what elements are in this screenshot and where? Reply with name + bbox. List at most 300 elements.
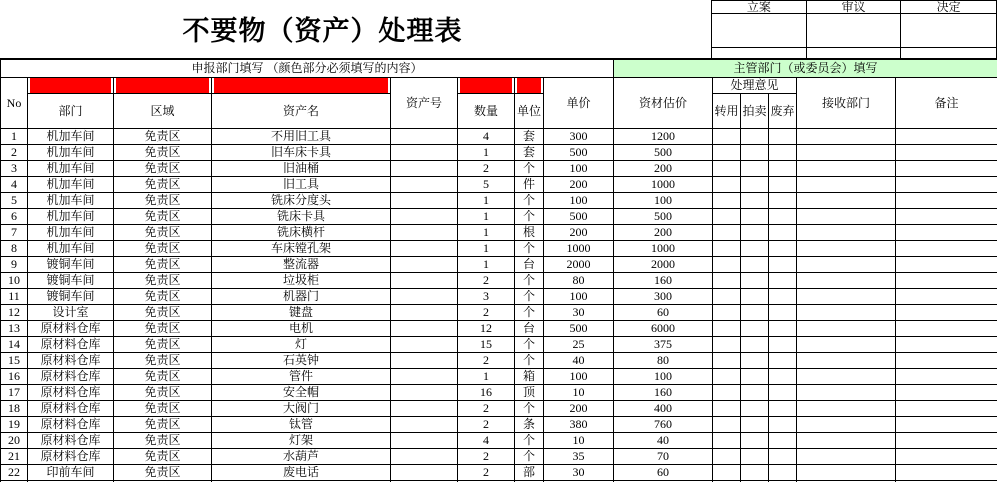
- cell-remarks[interactable]: [896, 209, 997, 225]
- cell-estimated-value[interactable]: 500: [614, 209, 713, 225]
- cell-row-number[interactable]: 4: [1, 177, 28, 193]
- cell-receiving-department[interactable]: [797, 193, 896, 209]
- cell-asset-name[interactable]: 整流器: [212, 257, 391, 273]
- cell-unit-price[interactable]: 25: [544, 337, 614, 353]
- cell-row-number[interactable]: 9: [1, 257, 28, 273]
- cell-department[interactable]: 机加车间: [28, 209, 114, 225]
- cell-asset-no[interactable]: [391, 385, 458, 401]
- cell-asset-no[interactable]: [391, 161, 458, 177]
- cell-unit-price[interactable]: 1000: [544, 241, 614, 257]
- cell-remarks[interactable]: [896, 273, 997, 289]
- cell-discard[interactable]: [769, 321, 797, 337]
- cell-transfer[interactable]: [713, 417, 741, 433]
- cell-discard[interactable]: [769, 209, 797, 225]
- cell-row-number[interactable]: 2: [1, 145, 28, 161]
- cell-discard[interactable]: [769, 305, 797, 321]
- cell-asset-name[interactable]: 旧工具: [212, 177, 391, 193]
- cell-remarks[interactable]: [896, 321, 997, 337]
- cell-remarks[interactable]: [896, 417, 997, 433]
- cell-receiving-department[interactable]: [797, 401, 896, 417]
- cell-receiving-department[interactable]: [797, 417, 896, 433]
- cell-auction[interactable]: [741, 465, 769, 481]
- cell-transfer[interactable]: [713, 321, 741, 337]
- cell-auction[interactable]: [741, 433, 769, 449]
- cell-transfer[interactable]: [713, 289, 741, 305]
- cell-estimated-value[interactable]: 1000: [614, 177, 713, 193]
- cell-row-number[interactable]: 15: [1, 353, 28, 369]
- cell-remarks[interactable]: [896, 161, 997, 177]
- cell-asset-name[interactable]: 大阀门: [212, 401, 391, 417]
- cell-asset-no[interactable]: [391, 289, 458, 305]
- cell-row-number[interactable]: 19: [1, 417, 28, 433]
- cell-remarks[interactable]: [896, 193, 997, 209]
- cell-unit-price[interactable]: 100: [544, 369, 614, 385]
- cell-asset-no[interactable]: [391, 369, 458, 385]
- cell-discard[interactable]: [769, 161, 797, 177]
- cell-unit[interactable]: 个: [515, 289, 544, 305]
- cell-auction[interactable]: [741, 337, 769, 353]
- cell-transfer[interactable]: [713, 433, 741, 449]
- cell-remarks[interactable]: [896, 305, 997, 321]
- cell-auction[interactable]: [741, 353, 769, 369]
- cell-unit[interactable]: 个: [515, 209, 544, 225]
- cell-discard[interactable]: [769, 289, 797, 305]
- cell-discard[interactable]: [769, 417, 797, 433]
- cell-auction[interactable]: [741, 225, 769, 241]
- cell-asset-no[interactable]: [391, 417, 458, 433]
- cell-receiving-department[interactable]: [797, 385, 896, 401]
- cell-transfer[interactable]: [713, 161, 741, 177]
- cell-row-number[interactable]: 17: [1, 385, 28, 401]
- cell-unit[interactable]: 顶: [515, 385, 544, 401]
- cell-unit-price[interactable]: 200: [544, 401, 614, 417]
- cell-estimated-value[interactable]: 375: [614, 337, 713, 353]
- cell-department[interactable]: 镀铜车间: [28, 273, 114, 289]
- cell-transfer[interactable]: [713, 129, 741, 145]
- cell-estimated-value[interactable]: 1200: [614, 129, 713, 145]
- cell-quantity[interactable]: 16: [458, 385, 515, 401]
- cell-unit[interactable]: 台: [515, 321, 544, 337]
- cell-unit[interactable]: 件: [515, 177, 544, 193]
- cell-estimated-value[interactable]: 200: [614, 161, 713, 177]
- cell-receiving-department[interactable]: [797, 353, 896, 369]
- cell-discard[interactable]: [769, 177, 797, 193]
- cell-quantity[interactable]: 1: [458, 145, 515, 161]
- cell-asset-no[interactable]: [391, 177, 458, 193]
- cell-auction[interactable]: [741, 257, 769, 273]
- cell-quantity[interactable]: 2: [458, 161, 515, 177]
- cell-discard[interactable]: [769, 129, 797, 145]
- cell-transfer[interactable]: [713, 465, 741, 481]
- cell-row-number[interactable]: 12: [1, 305, 28, 321]
- cell-receiving-department[interactable]: [797, 145, 896, 161]
- cell-area[interactable]: 免责区: [114, 369, 212, 385]
- cell-unit[interactable]: 套: [515, 129, 544, 145]
- cell-unit[interactable]: 个: [515, 241, 544, 257]
- cell-area[interactable]: 免责区: [114, 209, 212, 225]
- cell-asset-name[interactable]: 钛管: [212, 417, 391, 433]
- decision-stamp-cell[interactable]: [901, 14, 997, 48]
- cell-unit-price[interactable]: 500: [544, 145, 614, 161]
- cell-unit-price[interactable]: 200: [544, 177, 614, 193]
- cell-quantity[interactable]: 1: [458, 209, 515, 225]
- cell-asset-name[interactable]: 废电话: [212, 465, 391, 481]
- cell-estimated-value[interactable]: 760: [614, 417, 713, 433]
- cell-receiving-department[interactable]: [797, 225, 896, 241]
- cell-area[interactable]: 免责区: [114, 257, 212, 273]
- cell-department[interactable]: 原材料仓库: [28, 321, 114, 337]
- cell-unit-price[interactable]: 30: [544, 465, 614, 481]
- cell-discard[interactable]: [769, 225, 797, 241]
- cell-quantity[interactable]: 2: [458, 305, 515, 321]
- cell-unit[interactable]: 个: [515, 193, 544, 209]
- cell-unit[interactable]: 个: [515, 161, 544, 177]
- cell-unit-price[interactable]: 80: [544, 273, 614, 289]
- cell-auction[interactable]: [741, 305, 769, 321]
- cell-department[interactable]: 原材料仓库: [28, 337, 114, 353]
- cell-receiving-department[interactable]: [797, 257, 896, 273]
- cell-asset-name[interactable]: 车床镗孔架: [212, 241, 391, 257]
- cell-department[interactable]: 镀铜车间: [28, 257, 114, 273]
- cell-quantity[interactable]: 4: [458, 433, 515, 449]
- cell-transfer[interactable]: [713, 369, 741, 385]
- cell-department[interactable]: 机加车间: [28, 241, 114, 257]
- cell-auction[interactable]: [741, 401, 769, 417]
- cell-receiving-department[interactable]: [797, 449, 896, 465]
- cell-remarks[interactable]: [896, 145, 997, 161]
- cell-department[interactable]: 机加车间: [28, 193, 114, 209]
- cell-receiving-department[interactable]: [797, 321, 896, 337]
- cell-department[interactable]: 机加车间: [28, 145, 114, 161]
- cell-department[interactable]: 原材料仓库: [28, 369, 114, 385]
- cell-estimated-value[interactable]: 400: [614, 401, 713, 417]
- cell-area[interactable]: 免责区: [114, 225, 212, 241]
- cell-unit-price[interactable]: 500: [544, 209, 614, 225]
- cell-remarks[interactable]: [896, 465, 997, 481]
- cell-receiving-department[interactable]: [797, 129, 896, 145]
- cell-area[interactable]: 免责区: [114, 449, 212, 465]
- cell-area[interactable]: 免责区: [114, 289, 212, 305]
- cell-estimated-value[interactable]: 100: [614, 369, 713, 385]
- cell-discard[interactable]: [769, 145, 797, 161]
- cell-receiving-department[interactable]: [797, 337, 896, 353]
- cell-discard[interactable]: [769, 273, 797, 289]
- cell-area[interactable]: 免责区: [114, 129, 212, 145]
- cell-asset-no[interactable]: [391, 353, 458, 369]
- cell-unit-price[interactable]: 200: [544, 225, 614, 241]
- cell-receiving-department[interactable]: [797, 289, 896, 305]
- cell-remarks[interactable]: [896, 241, 997, 257]
- cell-unit-price[interactable]: 380: [544, 417, 614, 433]
- cell-unit[interactable]: 箱: [515, 369, 544, 385]
- cell-area[interactable]: 免责区: [114, 433, 212, 449]
- cell-unit-price[interactable]: 10: [544, 385, 614, 401]
- cell-unit-price[interactable]: 300: [544, 129, 614, 145]
- review-stamp-cell[interactable]: [807, 14, 902, 48]
- cell-remarks[interactable]: [896, 369, 997, 385]
- cell-remarks[interactable]: [896, 289, 997, 305]
- cell-unit[interactable]: 个: [515, 449, 544, 465]
- cell-quantity[interactable]: 4: [458, 129, 515, 145]
- cell-area[interactable]: 免责区: [114, 417, 212, 433]
- cell-department[interactable]: 机加车间: [28, 161, 114, 177]
- cell-receiving-department[interactable]: [797, 161, 896, 177]
- case-stamp-cell[interactable]: [712, 14, 807, 48]
- cell-asset-name[interactable]: 管件: [212, 369, 391, 385]
- cell-quantity[interactable]: 2: [458, 449, 515, 465]
- cell-receiving-department[interactable]: [797, 177, 896, 193]
- cell-unit[interactable]: 部: [515, 465, 544, 481]
- cell-area[interactable]: 免责区: [114, 305, 212, 321]
- cell-department[interactable]: 原材料仓库: [28, 433, 114, 449]
- cell-department[interactable]: 机加车间: [28, 225, 114, 241]
- cell-row-number[interactable]: 10: [1, 273, 28, 289]
- cell-unit[interactable]: 根: [515, 225, 544, 241]
- cell-asset-name[interactable]: 水葫芦: [212, 449, 391, 465]
- cell-discard[interactable]: [769, 385, 797, 401]
- cell-transfer[interactable]: [713, 337, 741, 353]
- cell-remarks[interactable]: [896, 433, 997, 449]
- cell-quantity[interactable]: 1: [458, 225, 515, 241]
- cell-remarks[interactable]: [896, 401, 997, 417]
- cell-auction[interactable]: [741, 161, 769, 177]
- cell-transfer[interactable]: [713, 273, 741, 289]
- cell-asset-no[interactable]: [391, 241, 458, 257]
- cell-asset-name[interactable]: 灯架: [212, 433, 391, 449]
- cell-asset-name[interactable]: 铣床卡具: [212, 209, 391, 225]
- cell-auction[interactable]: [741, 145, 769, 161]
- cell-receiving-department[interactable]: [797, 369, 896, 385]
- cell-department[interactable]: 原材料仓库: [28, 401, 114, 417]
- cell-department[interactable]: 设计室: [28, 305, 114, 321]
- cell-discard[interactable]: [769, 193, 797, 209]
- cell-asset-no[interactable]: [391, 321, 458, 337]
- cell-area[interactable]: 免责区: [114, 401, 212, 417]
- cell-unit[interactable]: 个: [515, 273, 544, 289]
- cell-quantity[interactable]: 2: [458, 273, 515, 289]
- cell-estimated-value[interactable]: 60: [614, 465, 713, 481]
- cell-transfer[interactable]: [713, 449, 741, 465]
- cell-quantity[interactable]: 2: [458, 417, 515, 433]
- cell-quantity[interactable]: 2: [458, 401, 515, 417]
- cell-unit-price[interactable]: 500: [544, 321, 614, 337]
- cell-area[interactable]: 免责区: [114, 177, 212, 193]
- cell-quantity[interactable]: 2: [458, 465, 515, 481]
- cell-auction[interactable]: [741, 209, 769, 225]
- cell-row-number[interactable]: 16: [1, 369, 28, 385]
- cell-unit[interactable]: 条: [515, 417, 544, 433]
- cell-asset-no[interactable]: [391, 449, 458, 465]
- cell-quantity[interactable]: 3: [458, 289, 515, 305]
- cell-asset-no[interactable]: [391, 337, 458, 353]
- cell-transfer[interactable]: [713, 145, 741, 161]
- cell-asset-no[interactable]: [391, 433, 458, 449]
- cell-auction[interactable]: [741, 369, 769, 385]
- cell-auction[interactable]: [741, 417, 769, 433]
- cell-asset-no[interactable]: [391, 257, 458, 273]
- cell-discard[interactable]: [769, 337, 797, 353]
- cell-auction[interactable]: [741, 129, 769, 145]
- cell-row-number[interactable]: 18: [1, 401, 28, 417]
- cell-row-number[interactable]: 13: [1, 321, 28, 337]
- cell-asset-name[interactable]: 旧车床卡具: [212, 145, 391, 161]
- cell-auction[interactable]: [741, 289, 769, 305]
- cell-asset-name[interactable]: 旧油桶: [212, 161, 391, 177]
- cell-area[interactable]: 免责区: [114, 145, 212, 161]
- cell-quantity[interactable]: 12: [458, 321, 515, 337]
- cell-quantity[interactable]: 1: [458, 257, 515, 273]
- cell-estimated-value[interactable]: 100: [614, 193, 713, 209]
- cell-discard[interactable]: [769, 401, 797, 417]
- cell-remarks[interactable]: [896, 257, 997, 273]
- cell-row-number[interactable]: 5: [1, 193, 28, 209]
- cell-unit[interactable]: 个: [515, 305, 544, 321]
- cell-estimated-value[interactable]: 160: [614, 273, 713, 289]
- cell-row-number[interactable]: 20: [1, 433, 28, 449]
- cell-asset-name[interactable]: 不用旧工具: [212, 129, 391, 145]
- cell-receiving-department[interactable]: [797, 273, 896, 289]
- cell-receiving-department[interactable]: [797, 465, 896, 481]
- cell-unit-price[interactable]: 10: [544, 433, 614, 449]
- cell-asset-name[interactable]: 铣床横杆: [212, 225, 391, 241]
- cell-auction[interactable]: [741, 449, 769, 465]
- cell-asset-no[interactable]: [391, 225, 458, 241]
- cell-asset-no[interactable]: [391, 145, 458, 161]
- cell-unit-price[interactable]: 2000: [544, 257, 614, 273]
- cell-remarks[interactable]: [896, 353, 997, 369]
- cell-area[interactable]: 免责区: [114, 465, 212, 481]
- cell-unit[interactable]: 套: [515, 145, 544, 161]
- cell-area[interactable]: 免责区: [114, 337, 212, 353]
- cell-unit-price[interactable]: 30: [544, 305, 614, 321]
- cell-row-number[interactable]: 3: [1, 161, 28, 177]
- cell-unit[interactable]: 个: [515, 353, 544, 369]
- cell-row-number[interactable]: 14: [1, 337, 28, 353]
- cell-transfer[interactable]: [713, 353, 741, 369]
- cell-asset-name[interactable]: 铣床分度头: [212, 193, 391, 209]
- cell-department[interactable]: 镀铜车间: [28, 289, 114, 305]
- cell-row-number[interactable]: 8: [1, 241, 28, 257]
- cell-department[interactable]: 印前车间: [28, 465, 114, 481]
- cell-unit-price[interactable]: 100: [544, 193, 614, 209]
- cell-quantity[interactable]: 1: [458, 193, 515, 209]
- cell-discard[interactable]: [769, 257, 797, 273]
- cell-transfer[interactable]: [713, 257, 741, 273]
- cell-area[interactable]: 免责区: [114, 385, 212, 401]
- cell-estimated-value[interactable]: 2000: [614, 257, 713, 273]
- cell-unit[interactable]: 个: [515, 337, 544, 353]
- cell-asset-name[interactable]: 灯: [212, 337, 391, 353]
- cell-unit[interactable]: 个: [515, 433, 544, 449]
- cell-quantity[interactable]: 5: [458, 177, 515, 193]
- cell-auction[interactable]: [741, 385, 769, 401]
- cell-row-number[interactable]: 7: [1, 225, 28, 241]
- cell-asset-no[interactable]: [391, 193, 458, 209]
- cell-receiving-department[interactable]: [797, 241, 896, 257]
- cell-unit[interactable]: 个: [515, 401, 544, 417]
- cell-transfer[interactable]: [713, 209, 741, 225]
- cell-unit-price[interactable]: 100: [544, 161, 614, 177]
- cell-estimated-value[interactable]: 160: [614, 385, 713, 401]
- cell-transfer[interactable]: [713, 305, 741, 321]
- cell-asset-name[interactable]: 电机: [212, 321, 391, 337]
- cell-asset-name[interactable]: 键盘: [212, 305, 391, 321]
- cell-remarks[interactable]: [896, 177, 997, 193]
- cell-auction[interactable]: [741, 273, 769, 289]
- cell-discard[interactable]: [769, 433, 797, 449]
- cell-area[interactable]: 免责区: [114, 241, 212, 257]
- cell-asset-name[interactable]: 机器门: [212, 289, 391, 305]
- cell-estimated-value[interactable]: 300: [614, 289, 713, 305]
- cell-area[interactable]: 免责区: [114, 193, 212, 209]
- cell-unit-price[interactable]: 100: [544, 289, 614, 305]
- cell-asset-no[interactable]: [391, 129, 458, 145]
- cell-department[interactable]: 机加车间: [28, 129, 114, 145]
- cell-auction[interactable]: [741, 241, 769, 257]
- cell-auction[interactable]: [741, 193, 769, 209]
- cell-auction[interactable]: [741, 177, 769, 193]
- cell-discard[interactable]: [769, 353, 797, 369]
- cell-department[interactable]: 原材料仓库: [28, 385, 114, 401]
- cell-discard[interactable]: [769, 241, 797, 257]
- cell-asset-no[interactable]: [391, 465, 458, 481]
- cell-estimated-value[interactable]: 80: [614, 353, 713, 369]
- cell-estimated-value[interactable]: 70: [614, 449, 713, 465]
- cell-row-number[interactable]: 6: [1, 209, 28, 225]
- cell-remarks[interactable]: [896, 129, 997, 145]
- cell-area[interactable]: 免责区: [114, 273, 212, 289]
- cell-remarks[interactable]: [896, 225, 997, 241]
- cell-unit-price[interactable]: 35: [544, 449, 614, 465]
- cell-estimated-value[interactable]: 200: [614, 225, 713, 241]
- cell-asset-name[interactable]: 垃圾柜: [212, 273, 391, 289]
- cell-estimated-value[interactable]: 6000: [614, 321, 713, 337]
- cell-discard[interactable]: [769, 465, 797, 481]
- cell-quantity[interactable]: 1: [458, 241, 515, 257]
- cell-transfer[interactable]: [713, 241, 741, 257]
- cell-department[interactable]: 原材料仓库: [28, 353, 114, 369]
- cell-asset-no[interactable]: [391, 305, 458, 321]
- cell-transfer[interactable]: [713, 225, 741, 241]
- cell-row-number[interactable]: 11: [1, 289, 28, 305]
- cell-remarks[interactable]: [896, 449, 997, 465]
- cell-discard[interactable]: [769, 369, 797, 385]
- cell-receiving-department[interactable]: [797, 305, 896, 321]
- cell-asset-name[interactable]: 石英钟: [212, 353, 391, 369]
- cell-unit[interactable]: 台: [515, 257, 544, 273]
- cell-receiving-department[interactable]: [797, 433, 896, 449]
- cell-transfer[interactable]: [713, 193, 741, 209]
- cell-asset-no[interactable]: [391, 401, 458, 417]
- cell-discard[interactable]: [769, 449, 797, 465]
- cell-transfer[interactable]: [713, 385, 741, 401]
- cell-receiving-department[interactable]: [797, 209, 896, 225]
- cell-area[interactable]: 免责区: [114, 353, 212, 369]
- cell-row-number[interactable]: 1: [1, 129, 28, 145]
- cell-transfer[interactable]: [713, 401, 741, 417]
- cell-quantity[interactable]: 2: [458, 353, 515, 369]
- cell-row-number[interactable]: 21: [1, 449, 28, 465]
- cell-estimated-value[interactable]: 500: [614, 145, 713, 161]
- cell-estimated-value[interactable]: 1000: [614, 241, 713, 257]
- cell-unit-price[interactable]: 40: [544, 353, 614, 369]
- cell-remarks[interactable]: [896, 385, 997, 401]
- cell-department[interactable]: 机加车间: [28, 177, 114, 193]
- cell-asset-no[interactable]: [391, 209, 458, 225]
- cell-asset-no[interactable]: [391, 273, 458, 289]
- cell-department[interactable]: 原材料仓库: [28, 449, 114, 465]
- cell-department[interactable]: 原材料仓库: [28, 417, 114, 433]
